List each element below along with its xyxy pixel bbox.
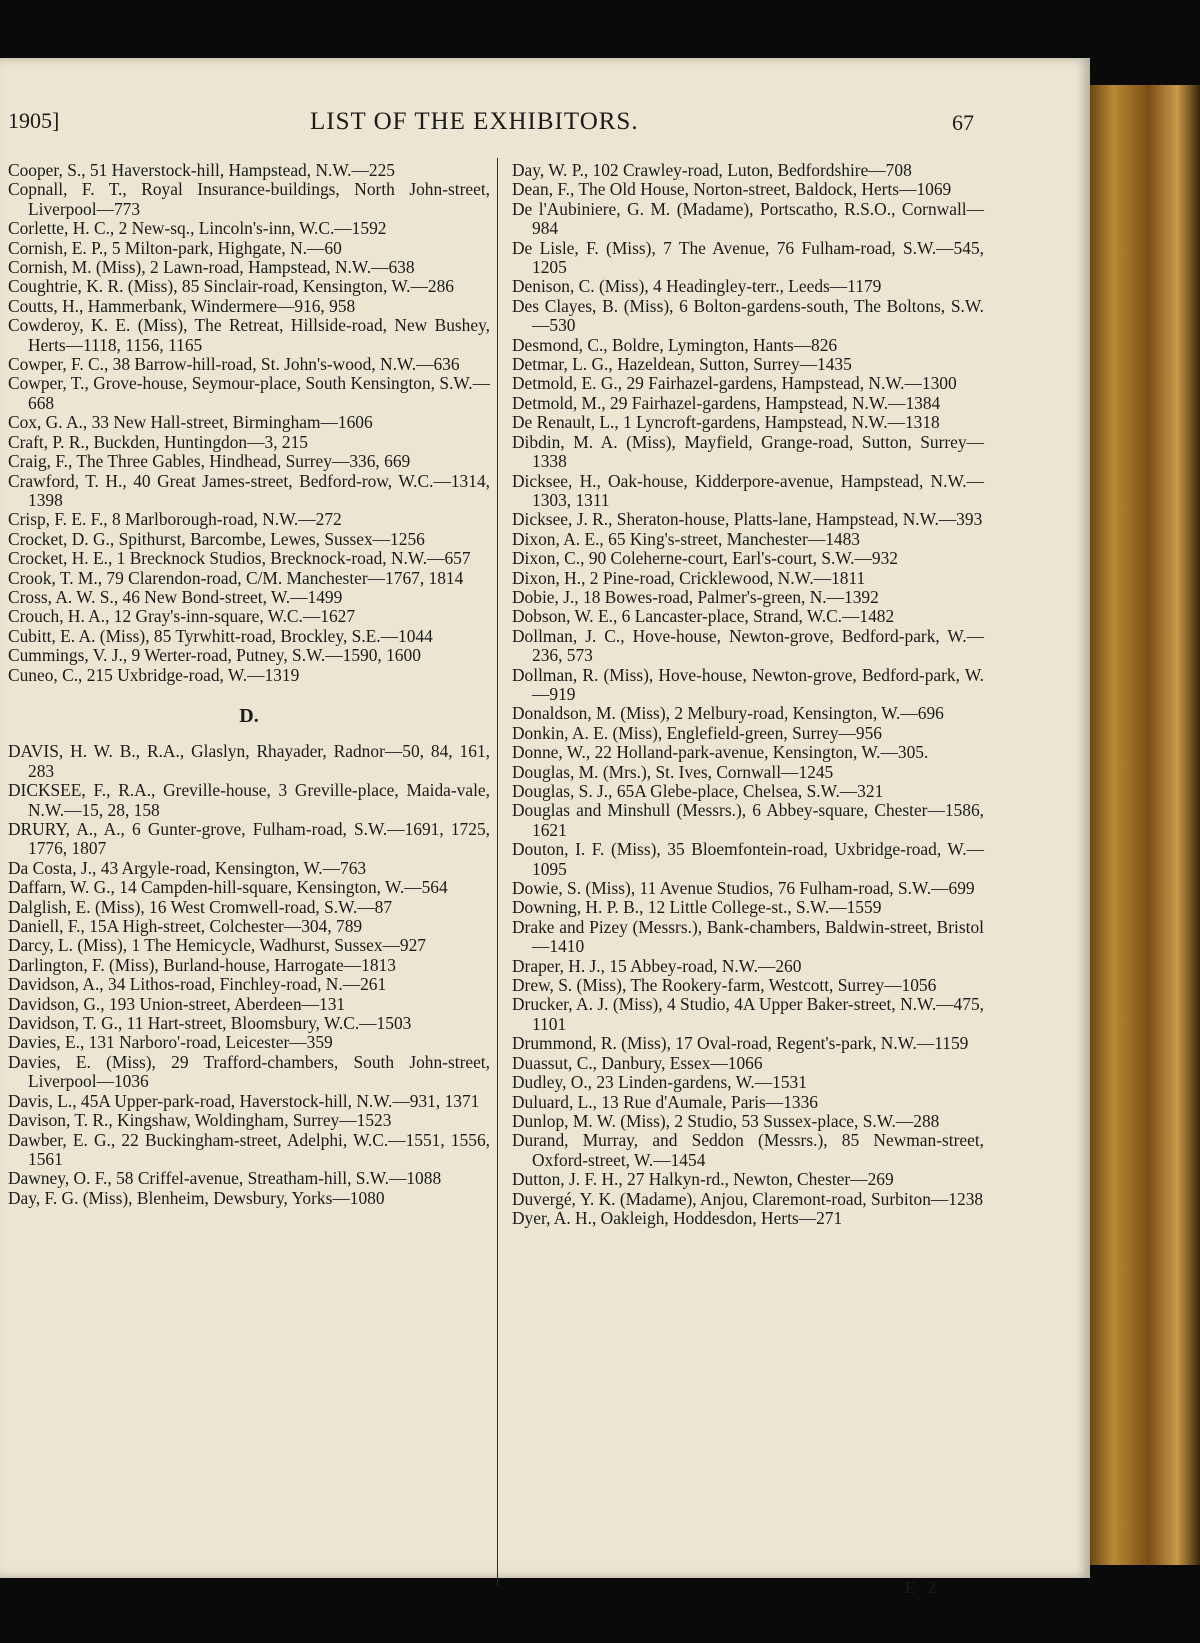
header-year: 1905] — [8, 108, 60, 133]
exhibitor-entry: Dollman, J. C., Hove-house, Newton-grove, Bedford-park, W.—236, 573 — [512, 625, 984, 666]
exhibitor-entry: Detmold, M., 29 Fairhazel-gardens, Hampstead, N.W.—1384 — [512, 392, 941, 413]
exhibitor-entry: Duassut, C., Danbury, Essex—1066 — [512, 1052, 763, 1073]
exhibitor-entry: Duvergé, Y. K. (Madame), Anjou, Claremont-road, Surbiton—1238 — [512, 1188, 984, 1209]
exhibitor-entry: Cowderoy, K. E. (Miss), The Retreat, Hillside-road, New Bushey, Herts—1118, 1156, 1165 — [8, 315, 490, 355]
exhibitor-entry: Donaldson, M. (Miss), 2 Melbury-road, Kensington, W.—696 — [512, 703, 944, 724]
exhibitor-entry: Davies, E., 131 Narboro'-road, Leicester—359 — [8, 1032, 333, 1053]
exhibitor-entry: Crouch, H. A., 12 Gray's-inn-square, W.C.—1627 — [8, 606, 356, 627]
exhibitor-entry: Duluard, L., 13 Rue d'Aumale, Paris—1336 — [512, 1091, 818, 1112]
exhibitor-entry: Dudley, O., 23 Linden-gardens, W.—1531 — [512, 1072, 807, 1093]
exhibitor-entry: Copnall, F. T., Royal Insurance-buildings, North John-street, Liverpool—773 — [8, 179, 490, 219]
exhibitor-entry: De Lisle, F. (Miss), 7 The Avenue, 76 Fulham-road, S.W.—545, 1205 — [512, 237, 984, 278]
exhibitor-entry: Davies, E. (Miss), 29 Trafford-chambers, South John-street, Liverpool—1036 — [8, 1051, 490, 1092]
exhibitor-entry: Da Costa, J., 43 Argyle-road, Kensington, W.—763 — [8, 857, 367, 878]
exhibitor-entry: Detmar, L. G., Hazeldean, Sutton, Surrey—1435 — [512, 354, 852, 375]
exhibitor-entry: DICKSEE, F., R.A., Greville-house, 3 Greville-place, Maida-vale, N.W.—15, 28, 158 — [8, 780, 490, 820]
exhibitor-entry: Crocket, H. E., 1 Brecknock Studios, Brecknock-road, N.W.—657 — [8, 548, 471, 569]
exhibitor-entry: Daffarn, W. G., 14 Campden-hill-square, Kensington, W.—564 — [8, 877, 448, 898]
exhibitor-entry: Drake and Pizey (Messrs.), Bank-chambers, Baldwin-street, Bristol—1410 — [512, 916, 984, 957]
signature-mark: E 2 — [905, 1578, 941, 1597]
exhibitor-entry: Dicksee, J. R., Sheraton-house, Platts-lane, Hampstead, N.W.—393 — [512, 509, 983, 530]
right-column — [512, 161, 984, 1228]
exhibitor-entry: Dowie, S. (Miss), 11 Avenue Studios, 76 Fulham-road, S.W.—699 — [512, 878, 975, 899]
exhibitor-entry: Draper, H. J., 15 Abbey-road, N.W.—260 — [512, 955, 802, 976]
exhibitor-entry: Davis, L., 45A Upper-park-road, Haverstock-hill, N.W.—931, 1371 — [8, 1090, 480, 1111]
exhibitor-entry: Downing, H. P. B., 12 Little College-st., S.W.—1559 — [512, 897, 882, 918]
exhibitor-entry: Cox, G. A., 33 New Hall-street, Birmingham—1606 — [8, 412, 373, 433]
exhibitor-entry: Drew, S. (Miss), The Rookery-farm, Westcott, Surrey—1056 — [512, 975, 937, 996]
exhibitor-entry: Desmond, C., Boldre, Lymington, Hants—826 — [512, 334, 838, 355]
exhibitor-entry: Crisp, F. E. F., 8 Marlborough-road, N.W.—272 — [8, 509, 342, 530]
exhibitor-entry: Corlette, H. C., 2 New-sq., Lincoln's-inn, W.C.—1592 — [8, 218, 387, 239]
exhibitor-entry: DAVIS, H. W. B., R.A., Glaslyn, Rhayader, Radnor—50, 84, 161, 283 — [8, 741, 490, 781]
left-entries-c — [8, 161, 490, 685]
section-heading: D. — [239, 704, 259, 727]
exhibitor-entry: Davison, T. R., Kingshaw, Woldingham, Surrey—1523 — [8, 1110, 392, 1131]
exhibitor-entry: De l'Aubiniere, G. M. (Madame), Portscatho, R.S.O., Cornwall—984 — [512, 198, 984, 239]
exhibitor-entry: DRURY, A., A., 6 Gunter-grove, Fulham-road, S.W.—1691, 1725, 1776, 1807 — [8, 819, 490, 859]
exhibitor-entry: Dibdin, M. A. (Miss), Mayfield, Grange-road, Sutton, Surrey—1338 — [512, 431, 984, 472]
book-binding-edge — [1085, 85, 1200, 1565]
left-column — [8, 161, 490, 1208]
exhibitor-entry: Cornish, M. (Miss), 2 Lawn-road, Hampstead, N.W.—638 — [8, 257, 415, 278]
exhibitor-entry: Drummond, R. (Miss), 17 Oval-road, Regent's-park, N.W.—1159 — [512, 1033, 969, 1054]
exhibitor-entry: Dunlop, M. W. (Miss), 2 Studio, 53 Sussex-place, S.W.—288 — [512, 1110, 940, 1131]
exhibitor-entry: Coutts, H., Hammerbank, Windermere—916, 958 — [8, 295, 356, 316]
exhibitor-entry: Cornish, E. P., 5 Milton-park, Highgate, N.—60 — [8, 237, 342, 258]
exhibitor-entry: Craft, P. R., Buckden, Huntingdon—3, 215 — [8, 431, 308, 452]
exhibitor-entry: Douglas and Minshull (Messrs.), 6 Abbey-square, Chester—1586, 1621 — [512, 800, 984, 840]
page-header — [0, 108, 1000, 148]
exhibitor-entry: Detmold, E. G., 29 Fairhazel-gardens, Hampstead, N.W.—1300 — [512, 373, 957, 394]
exhibitor-entry: Crook, T. M., 79 Clarendon-road, C/M. Manchester—1767, 1814 — [8, 567, 464, 588]
column-divider — [497, 158, 498, 1586]
exhibitor-entry: Cubitt, E. A. (Miss), 85 Tyrwhitt-road, Brockley, S.E.—1044 — [8, 625, 433, 646]
exhibitor-entry: Dawney, O. F., 58 Criffel-avenue, Streatham-hill, S.W.—1088 — [8, 1168, 442, 1189]
exhibitor-entry: Dixon, C., 90 Coleherne-court, Earl's-court, S.W.—932 — [512, 548, 898, 569]
page-number: 67 — [952, 110, 974, 135]
exhibitor-entry: Davidson, A., 34 Lithos-road, Finchley-road, N.—261 — [8, 974, 387, 995]
exhibitor-entry: Dixon, H., 2 Pine-road, Cricklewood, N.W.—1811 — [512, 567, 866, 588]
right-entries — [512, 161, 984, 1228]
exhibitor-entry: Dyer, A. H., Oakleigh, Hoddesdon, Herts—271 — [512, 1207, 843, 1228]
exhibitor-entry: Dawber, E. G., 22 Buckingham-street, Adelphi, W.C.—1551, 1556, 1561 — [8, 1129, 490, 1169]
exhibitor-entry: Day, W. P., 102 Crawley-road, Luton, Bedfordshire—708 — [512, 160, 912, 180]
exhibitor-entry: De Renault, L., 1 Lyncroft-gardens, Hampstead, N.W.—1318 — [512, 412, 940, 433]
exhibitor-entry: Dobson, W. E., 6 Lancaster-place, Strand, W.C.—1482 — [512, 606, 895, 627]
exhibitor-entry: Crawford, T. H., 40 Great James-street, Bedford-row, W.C.—1314, 1398 — [8, 470, 490, 510]
exhibitor-entry: Dicksee, H., Oak-house, Kidderpore-avenue, Hampstead, N.W.—1303, 1311 — [512, 470, 984, 510]
exhibitor-entry: Darcy, L. (Miss), 1 The Hemicycle, Wadhurst, Sussex—927 — [8, 935, 426, 956]
exhibitor-entry: Cowper, F. C., 38 Barrow-hill-road, St. John's-wood, N.W.—636 — [8, 354, 460, 375]
exhibitor-entry: Drucker, A. J. (Miss), 4 Studio, 4A Upper Baker-street, N.W.—475, 1101 — [512, 994, 984, 1034]
exhibitor-entry: Davidson, T. G., 11 Hart-street, Bloomsbury, W.C.—1503 — [8, 1013, 412, 1034]
exhibitor-entry: Des Clayes, B. (Miss), 6 Bolton-gardens-south, The Boltons, S.W.—530 — [512, 295, 984, 336]
exhibitor-entry: Dalglish, E. (Miss), 16 West Cromwell-road, S.W.—87 — [8, 896, 393, 917]
exhibitor-entry: Coughtrie, K. R. (Miss), 85 Sinclair-road, Kensington, W.—286 — [8, 276, 454, 297]
exhibitor-entry: Durand, Murray, and Seddon (Messrs.), 85 Newman-street, Oxford-street, W.—1454 — [512, 1130, 984, 1170]
exhibitor-entry: Cowper, T., Grove-house, Seymour-place, South Kensington, S.W.—668 — [8, 373, 490, 413]
exhibitor-entry: Douglas, S. J., 65A Glebe-place, Chelsea, S.W.—321 — [512, 781, 884, 801]
exhibitor-entry: Dutton, J. F. H., 27 Halkyn-rd., Newton, Chester—269 — [512, 1169, 894, 1190]
exhibitor-entry: Cuneo, C., 215 Uxbridge-road, W.—1319 — [8, 664, 300, 685]
exhibitor-entry: Daniell, F., 15A High-street, Colchester—304, 789 — [8, 916, 363, 937]
left-entries-d — [8, 742, 490, 1208]
exhibitor-entry: Douglas, M. (Mrs.), St. Ives, Cornwall—1245 — [512, 761, 834, 782]
exhibitor-entry: Craig, F., The Three Gables, Hindhead, Surrey—336, 669 — [8, 451, 411, 472]
exhibitor-entry: Day, F. G. (Miss), Blenheim, Dewsbury, Yorks—1080 — [8, 1187, 385, 1208]
exhibitor-entry: Dobie, J., 18 Bowes-road, Palmer's-green, N.—1392 — [512, 586, 879, 607]
exhibitor-entry: Dixon, A. E., 65 King's-street, Manchester—1483 — [512, 528, 860, 549]
exhibitor-entry: Douton, I. F. (Miss), 35 Bloemfontein-road, Uxbridge-road, W.—1095 — [512, 839, 984, 879]
book-page — [0, 58, 1090, 1597]
exhibitor-entry: Dean, F., The Old House, Norton-street, Baldock, Herts—1069 — [512, 179, 952, 200]
exhibitor-entry: Darlington, F. (Miss), Burland-house, Harrogate—1813 — [8, 954, 396, 975]
exhibitor-entry: Dollman, R. (Miss), Hove-house, Newton-grove, Bedford-park, W.—919 — [512, 664, 984, 704]
exhibitor-entry: Cooper, S., 51 Haverstock-hill, Hampstead, N.W.—225 — [8, 160, 395, 180]
exhibitor-entry: Donne, W., 22 Holland-park-avenue, Kensington, W.—305. — [512, 742, 929, 763]
exhibitor-entry: Davidson, G., 193 Union-street, Aberdeen—131 — [8, 993, 346, 1014]
exhibitor-entry: Donkin, A. E. (Miss), Englefield-green, Surrey—956 — [512, 722, 882, 743]
exhibitor-entry: Cross, A. W. S., 46 New Bond-street, W.—1499 — [8, 586, 343, 607]
exhibitor-entry: Crocket, D. G., Spithurst, Barcombe, Lewes, Sussex—1256 — [8, 528, 425, 549]
exhibitor-entry: Denison, C. (Miss), 4 Headingley-terr., Leeds—1179 — [512, 276, 882, 297]
exhibitor-entry: Cummings, V. J., 9 Werter-road, Putney, S.W.—1590, 1600 — [8, 645, 421, 666]
page-title: LIST OF THE EXHIBITORS. — [310, 108, 639, 135]
